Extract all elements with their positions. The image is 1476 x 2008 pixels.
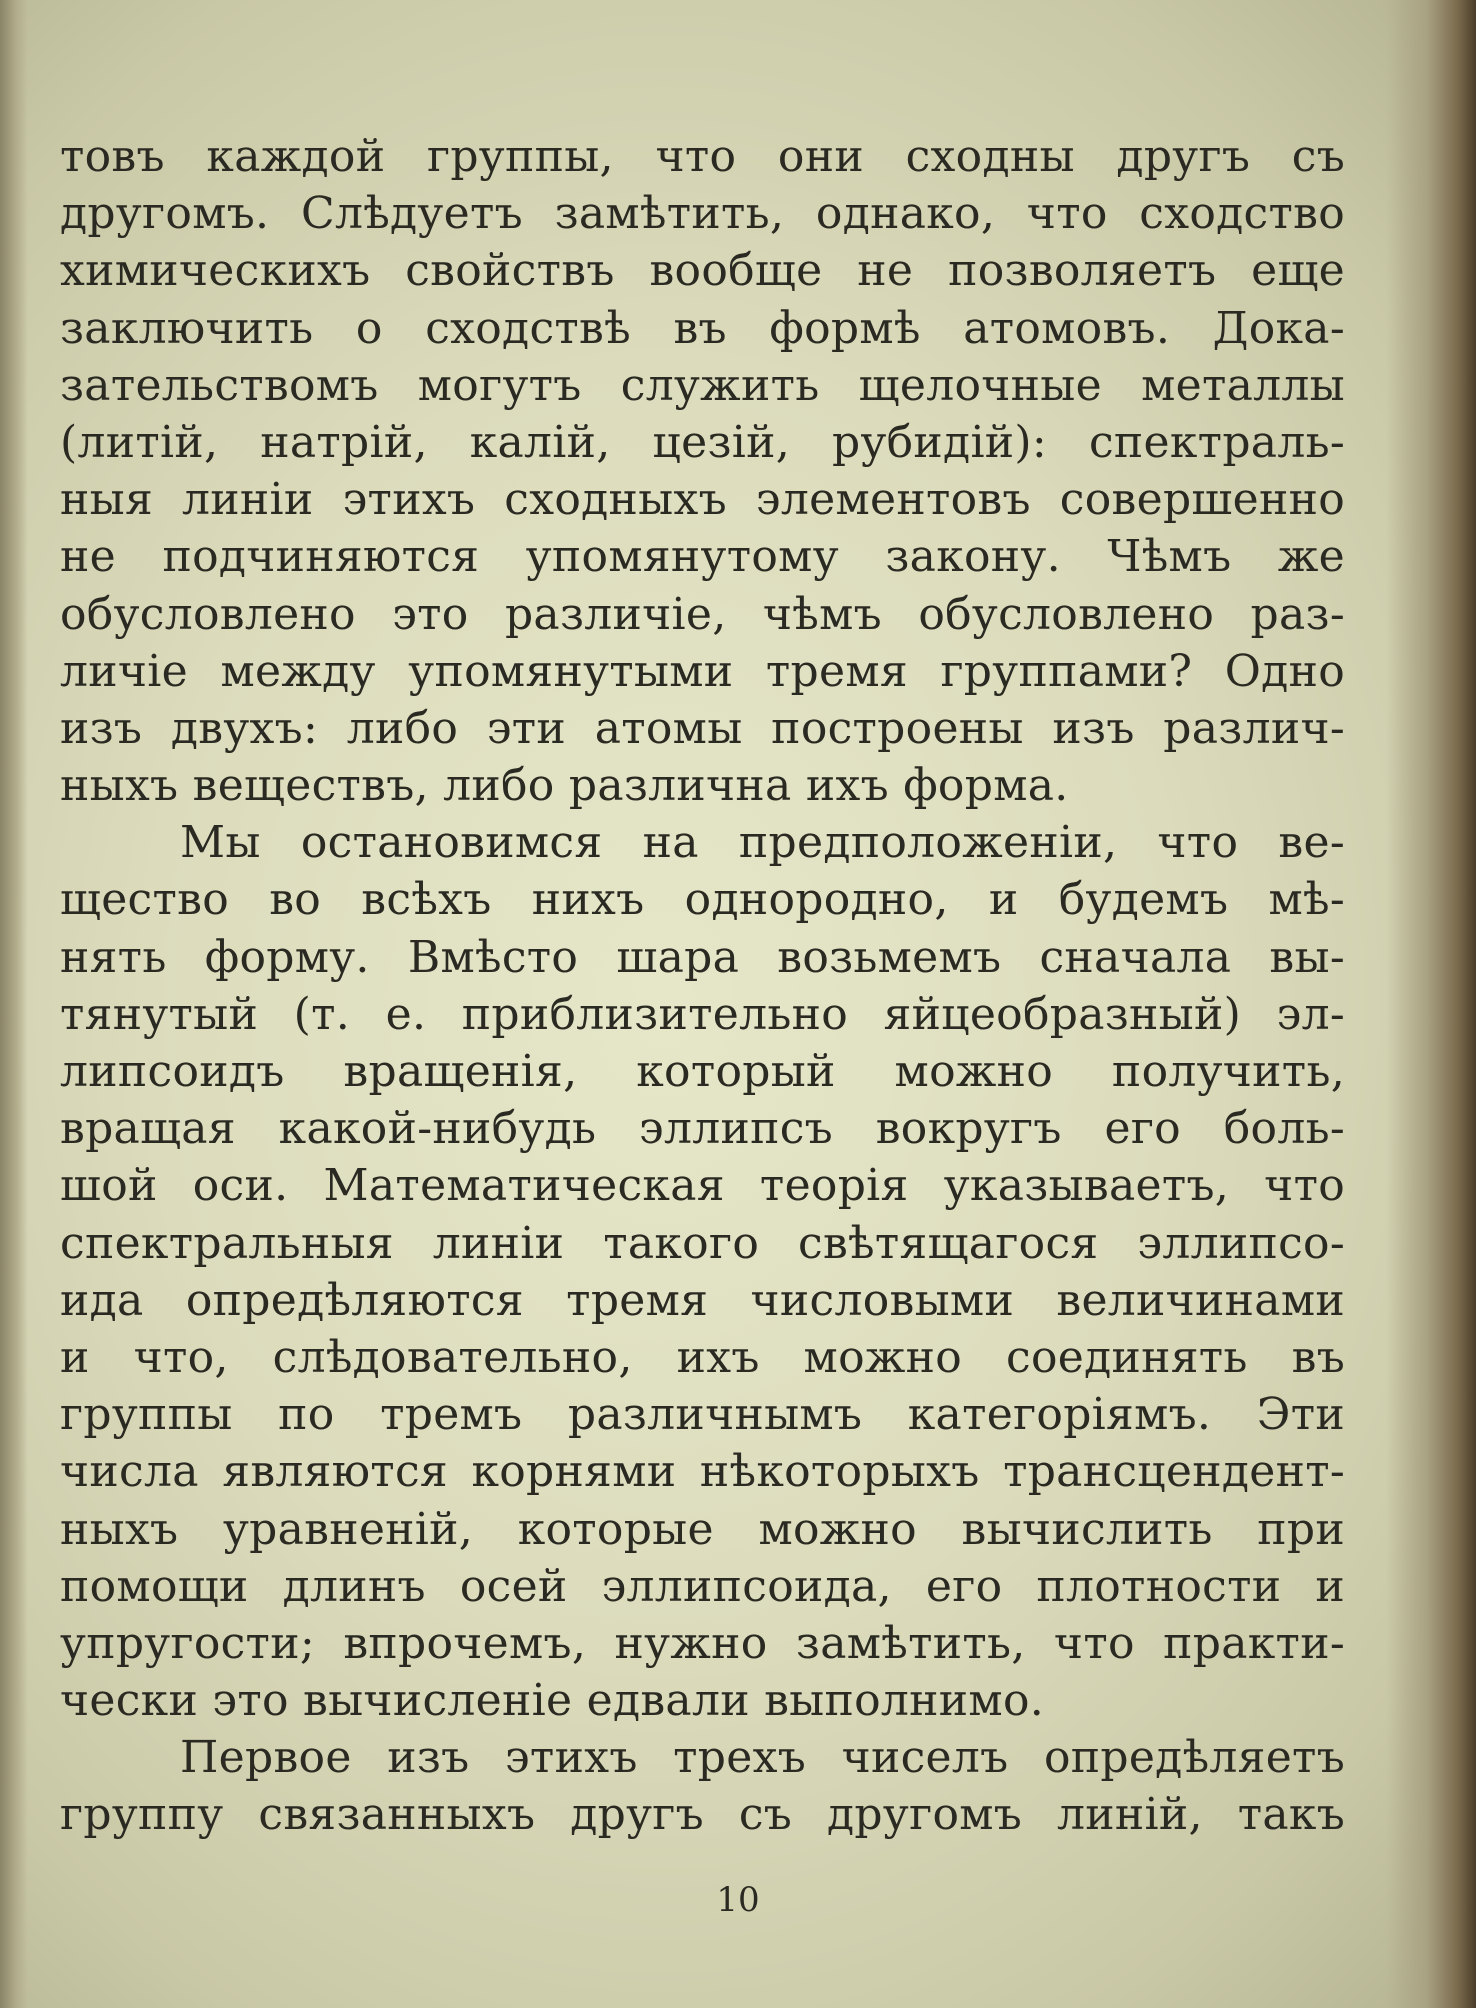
paragraph-start-line: Мы остановимся на предположеніи, что ве- (180, 817, 1345, 869)
page-number: 10 (716, 1880, 760, 1920)
text-line: спектральныя линіи такого свѣтящагося эллипсо- (60, 1217, 1345, 1269)
text-line: липсоидъ вращенія, который можно получить, (60, 1046, 1345, 1097)
text-line: зательствомъ могутъ служить щелочные металлы (60, 359, 1345, 411)
text-line: обусловлено это различіе, чѣмъ обусловлено раз- (60, 588, 1345, 640)
text-line: личіе между упомянутыми тремя группами? Одно (60, 645, 1345, 697)
text-line: (литій, натрій, калій, цезій, рубидій): спектраль- (60, 416, 1345, 468)
text-line: упругости; впрочемъ, нужно замѣтить, что практи- (60, 1617, 1345, 1669)
paragraph-start-line: Первое изъ этихъ трехъ чиселъ опредѣляетъ (180, 1732, 1345, 1784)
text-line: группы по тремъ различнымъ категоріямъ. Эти (60, 1389, 1345, 1441)
text-line: чески это вычисленіе едвали выполнимо. (60, 1675, 1045, 1727)
text-line: заключить о сходствѣ въ формѣ атомовъ. Дока- (60, 302, 1345, 354)
text-line: нять форму. Вмѣсто шара возьмемъ сначала вы- (60, 931, 1345, 983)
text-line: товъ каждой группы, что они сходны другъ съ (60, 131, 1345, 182)
text-line: и что, слѣдовательно, ихъ можно соединять въ (60, 1331, 1345, 1383)
text-line: вращая какой-нибудь эллипсъ вокругъ его боль- (60, 1103, 1345, 1155)
page-edge-right (1386, 0, 1476, 2008)
page-edge-left (0, 0, 28, 2008)
text-line: другомъ. Слѣдуетъ замѣтить, однако, что сходство (60, 188, 1345, 240)
text-line: изъ двухъ: либо эти атомы построены изъ различ- (60, 702, 1345, 754)
text-line: щество во всѣхъ нихъ однородно, и будемъ мѣ- (60, 874, 1345, 926)
text-line: ныя линіи этихъ сходныхъ элементовъ совершенно (60, 474, 1345, 526)
text-line: помощи длинъ осей эллипсоида, его плотности и (60, 1560, 1345, 1612)
body-text (60, 128, 1345, 1844)
text-line: числа являются корнями нѣкоторыхъ трансцендент- (60, 1446, 1345, 1498)
text-line: не подчиняются упомянутому закону. Чѣмъ же (60, 531, 1345, 583)
text-line: ида опредѣляются тремя числовыми величинами (60, 1274, 1345, 1326)
text-line: шой оси. Математическая теорія указываетъ, что (60, 1160, 1345, 1212)
text-line: группу связанныхъ другъ съ другомъ линій, такъ (60, 1789, 1345, 1841)
text-line: тянутый (т. е. приблизительно яйцеобразный) эл- (60, 988, 1345, 1040)
text-line: ныхъ уравненій, которые можно вычислить при (60, 1503, 1345, 1555)
text-line: химическихъ свойствъ вообще не позволяетъ еще (60, 245, 1345, 297)
text-line: ныхъ веществъ, либо различна ихъ форма. (60, 760, 1069, 812)
